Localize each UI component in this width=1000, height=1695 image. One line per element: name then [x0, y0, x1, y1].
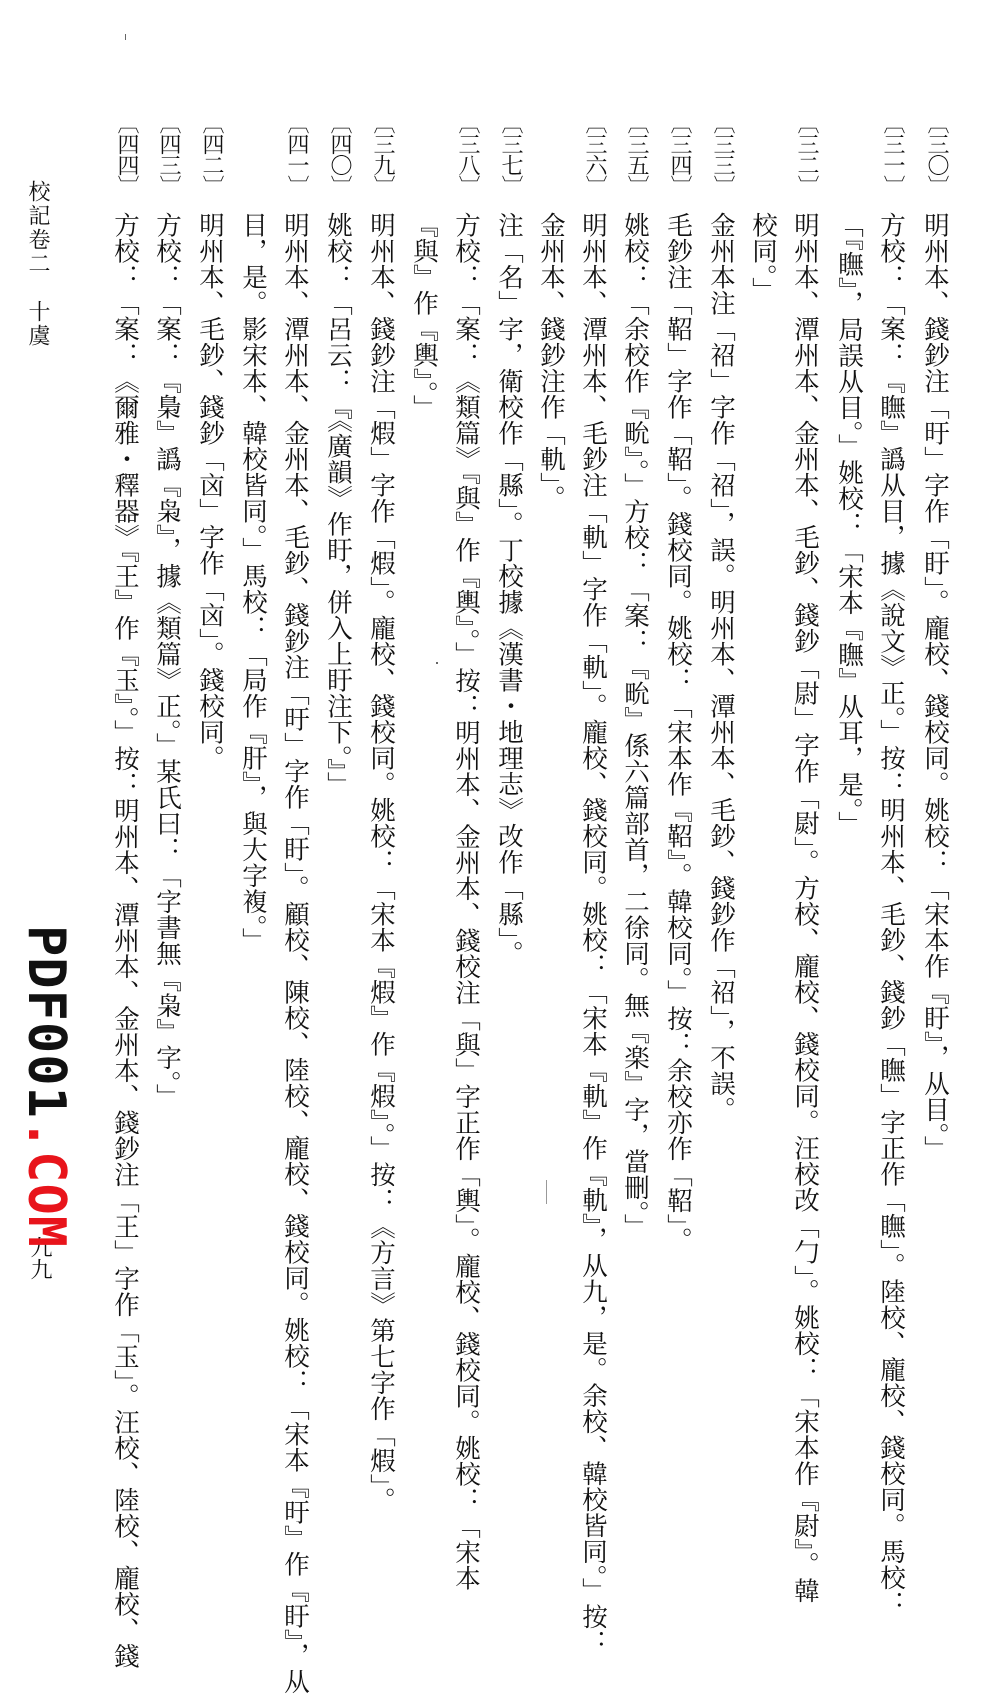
- scan-speck: [436, 662, 438, 664]
- entry-line: 方校：「案：『梟』譌『枭』，據《類篇》正。」某氏曰：「字書無『枭』字。」: [152, 212, 182, 1110]
- entry-number: 〔三〇〕: [924, 112, 949, 196]
- entry-line: 姚校：「呂云：『《廣韻》作盱，併入上盱注下。』」: [323, 212, 353, 798]
- entry-line: 方校：「案：《類篇》『與』作『輿』。」按：明州本、金州本、錢校注「與」字正作「輿」。龐校、錢校同。姚校：「宋本: [451, 212, 481, 1591]
- entry-number: 〔三七〕: [498, 112, 523, 196]
- entry-number: 〔三四〕: [667, 112, 692, 196]
- entry-line: 姚校：「余校作『㽙』。」方校：「案：『㽙』係六篇部首，二徐同。無『楽』字，當刪。」: [620, 212, 650, 1240]
- scan-speck: [546, 1180, 547, 1204]
- entry-line: 方校：「案：《爾雅・釋器》『王』作『玉』。」按：明州本、潭州本、金州本、錢鈔注「王」字作「玉」。汪校、陸校、龐校、錢: [110, 212, 140, 1669]
- entry-line: 明州本、毛鈔、錢鈔「㐫」字作「㐫」。錢校同。: [195, 212, 225, 772]
- entry-line: 『與』作『輿』。」: [409, 212, 439, 421]
- entry-number: 〔三九〕: [370, 112, 395, 196]
- entry-number: 〔三五〕: [624, 112, 649, 196]
- entry-number: 〔四〇〕: [327, 112, 352, 196]
- entry-line: 注「名」字，衛校作「縣」。丁校據《漢書・地理志》改作「縣」。: [494, 212, 524, 967]
- entry-line: 毛鈔注「鞀」字作「鞀」。錢校同。姚校：「宋本作『鞀』。韓校同。」按：余校亦作「鞀」。: [663, 212, 693, 1253]
- entry-number: 〔四三〕: [156, 112, 181, 196]
- entry-line: 明州本、潭州本、毛鈔注「軌」字作「軌」。龐校、錢校同。姚校：「宋本『軌』作『軌』，从九，是。余校、韓校皆同。」按：: [578, 212, 608, 1656]
- entry-number: 〔三二〕: [794, 112, 819, 196]
- entry-line: 明州本、潭州本、金州本、毛鈔、錢鈔注「旴」字作「盱」。顧校、陳校、陸校、龐校、錢校同。姚校：「宋本『旴』作『盱』，从: [280, 212, 310, 1695]
- scan-speck: [125, 34, 126, 40]
- entry-number: 〔三六〕: [582, 112, 607, 196]
- watermark-text: PDF001: [16, 925, 76, 1119]
- page-number: 九九: [27, 1236, 52, 1280]
- entry-number: 〔四二〕: [199, 112, 224, 196]
- entry-number: 〔三三〕: [710, 112, 735, 196]
- entry-line: 「『瞴』，局誤从目。」姚校：「宋本『瞴』从耳，是。」: [834, 212, 864, 837]
- entry-number: 〔四一〕: [284, 112, 309, 196]
- entry-line: 方校：「案：『瞴』譌从目，據《說文》正。」按：明州本、毛鈔、錢鈔「瞴」字正作「瞴」。陸校、龐校、錢校同。馬校：: [876, 212, 906, 1617]
- entry-number: 〔四四〕: [114, 112, 139, 196]
- entry-line: 校同。」: [748, 212, 778, 304]
- entry-number: 〔三一〕: [880, 112, 905, 196]
- running-head: 校記卷二 十虞: [25, 180, 50, 348]
- entry-line: 金州本注「祒」字作「祒」，誤。明州本、潭州本、毛鈔、錢鈔作「祒」，不誤。: [706, 212, 736, 1123]
- entry-line: 明州本、錢鈔注「煆」字作「煆」。龐校、錢校同。姚校：「宋本『煆』作『煆』。」按：《方言》第七字作「煆」。: [366, 212, 396, 1513]
- entry-line: 金州本、錢鈔注作「軌」。: [536, 212, 566, 512]
- entry-line: 目，是。影宋本、韓校皆同。」馬校：「局作『肝』，與大字複。」: [238, 212, 268, 954]
- entry-line: 明州本、潭州本、金州本、毛鈔、錢鈔「尉」字作「㷉」。方校、龐校、錢校同。汪校改「勹」。姚校：「宋本作『㷉』。韓: [790, 212, 820, 1604]
- watermark: [16, 925, 76, 1249]
- entry-number: 〔三八〕: [455, 112, 480, 196]
- entry-line: 明州本、錢鈔注「旴」字作「盱」。龐校、錢校同。姚校：「宋本作『盱』，从目。」: [920, 212, 950, 1162]
- watermark-accent-text: .COM: [16, 1118, 76, 1249]
